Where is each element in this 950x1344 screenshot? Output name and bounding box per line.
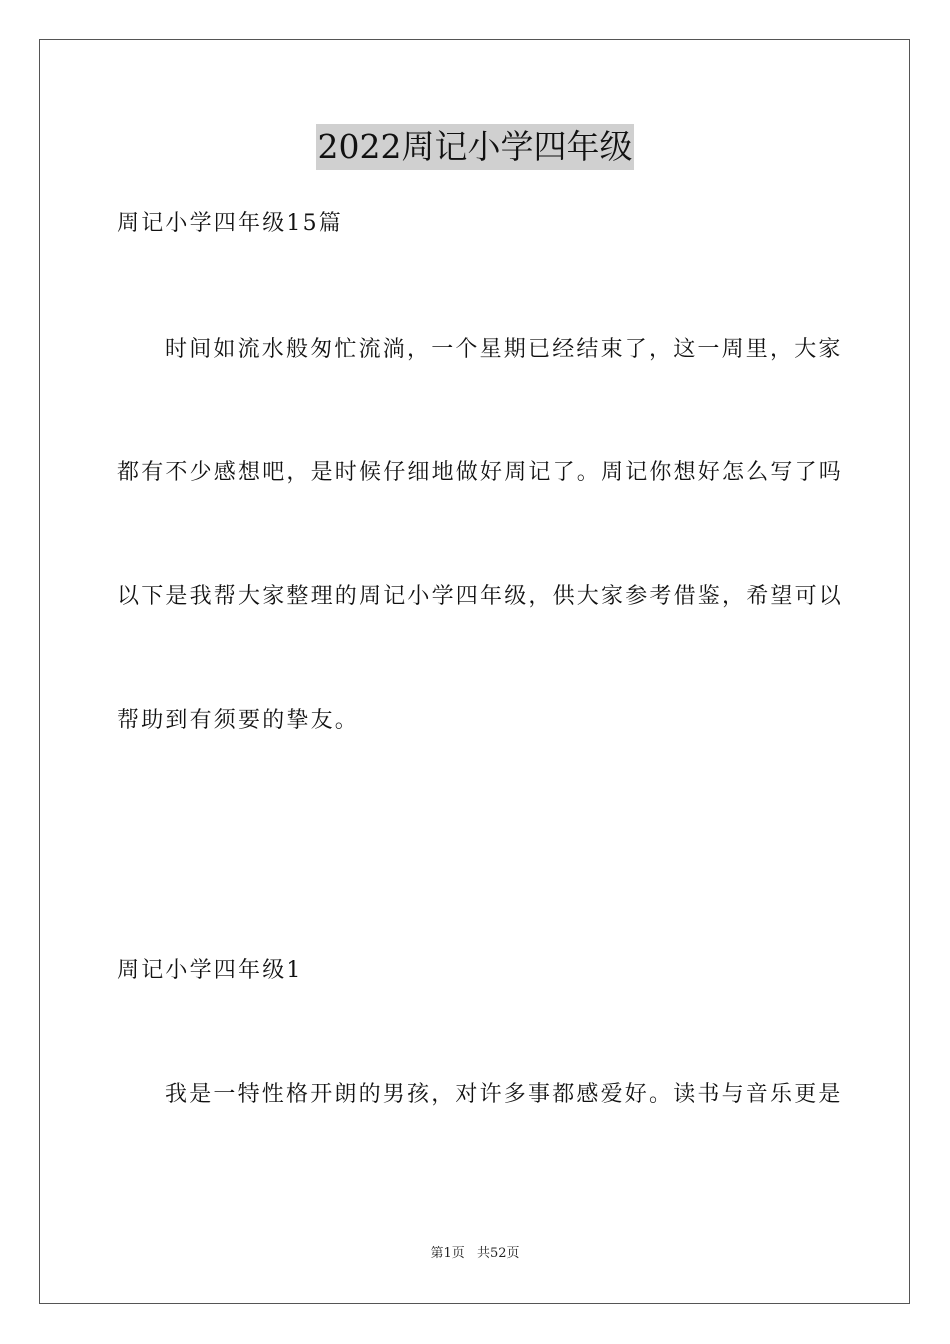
paragraph-line: 都有不少感想吧，是时候仔细地做好周记了。周记你想好怎么写了吗 bbox=[117, 460, 844, 485]
page-number: 第1页 bbox=[430, 1246, 465, 1261]
document-subtitle: 周记小学四年级15篇 bbox=[117, 211, 343, 236]
paragraph-line: 以下是我帮大家整理的周记小学四年级，供大家参考借鉴，希望可以 bbox=[117, 584, 844, 609]
page-total: 共52页 bbox=[476, 1246, 520, 1261]
paragraph-line: 帮助到有须要的挚友。 bbox=[117, 708, 360, 733]
page-footer bbox=[0, 1245, 950, 1263]
paragraph-line: 时间如流水般匆忙流淌，一个星期已经结束了，这一周里，大家 bbox=[165, 337, 843, 362]
document-title: 2022周记小学四年级 bbox=[316, 124, 635, 170]
section-heading: 周记小学四年级1 bbox=[117, 958, 303, 983]
title-container bbox=[0, 124, 950, 170]
paragraph-line: 我是一特性格开朗的男孩，对许多事都感爱好。读书与音乐更是 bbox=[165, 1082, 843, 1107]
